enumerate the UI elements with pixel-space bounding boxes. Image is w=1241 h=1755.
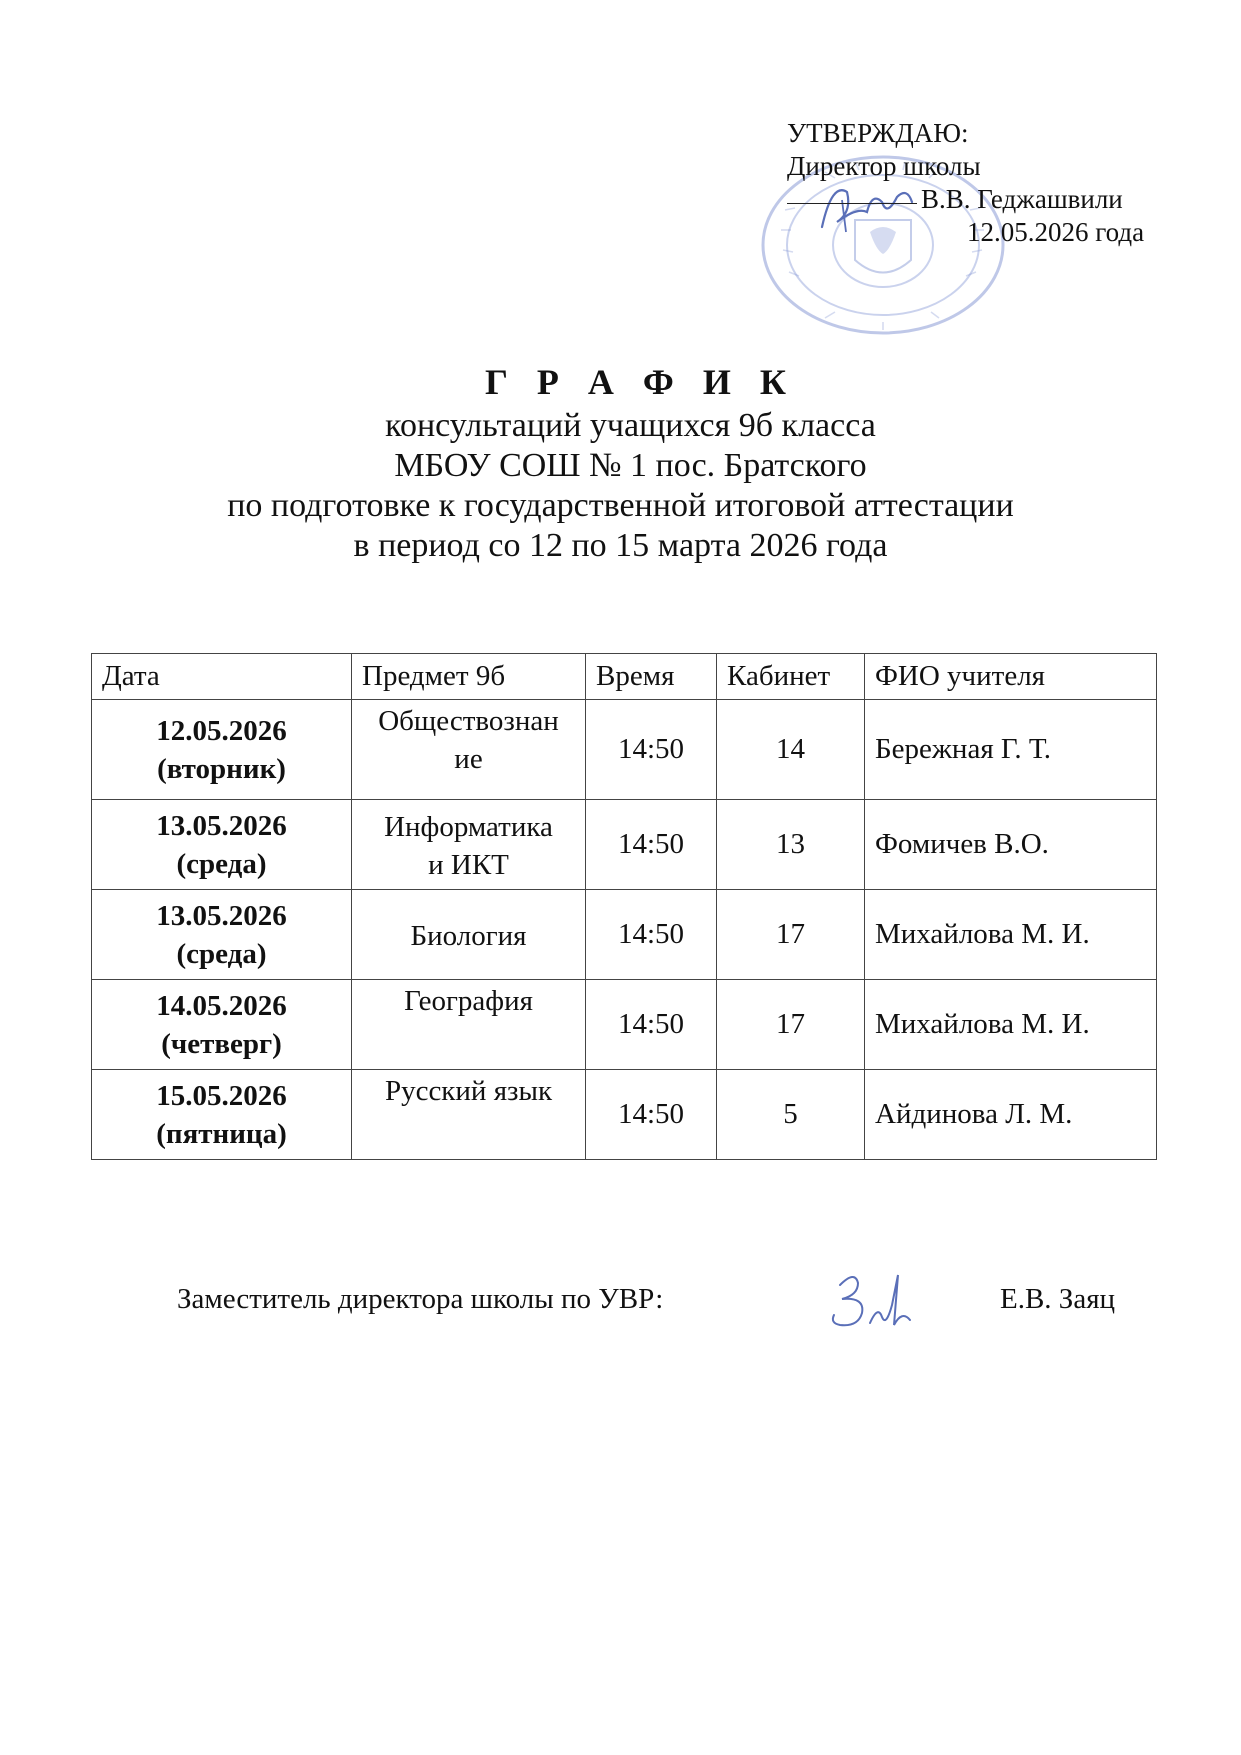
header-date: Дата: [92, 654, 352, 700]
deputy-position: Заместитель директора школы по УВР:: [177, 1283, 664, 1315]
date: 12.05.2026: [156, 714, 287, 747]
weekday: (среда): [176, 937, 267, 970]
table-row: [92, 1070, 1157, 1160]
subject-cont: ие: [454, 743, 483, 775]
header-subject: Предмет 9б: [352, 654, 586, 700]
teacher-cell: Михайлова М. И.: [865, 980, 1157, 1070]
date: 14.05.2026: [156, 989, 287, 1022]
date: 15.05.2026: [156, 1079, 287, 1112]
date-cell: [92, 800, 352, 890]
subject: Биология: [410, 919, 527, 952]
header-room: Кабинет: [717, 654, 865, 700]
date-cell: [92, 890, 352, 980]
table-header-row: [92, 654, 1157, 700]
subject: География: [404, 985, 533, 1017]
approval-date: 12.05.2026 года: [967, 217, 1145, 247]
heading-line-1: консультаций учащихся 9б класса: [385, 407, 876, 444]
date: 13.05.2026: [156, 809, 287, 842]
document-title: Г Р А Ф И К: [485, 362, 796, 402]
approval-block: [787, 117, 1167, 249]
signature-line: [787, 203, 917, 204]
time-cell: 14:50: [586, 700, 717, 800]
subject: Информатика: [384, 810, 553, 843]
room-cell: 13: [717, 800, 865, 890]
subject-cell: [352, 980, 586, 1070]
room-cell: 14: [717, 700, 865, 800]
subject: Обществознан: [378, 705, 559, 737]
approval-signature-row: [787, 183, 1167, 216]
approval-name: В.В. Геджашвили: [921, 184, 1123, 214]
date-cell: [92, 700, 352, 800]
date-cell: [92, 980, 352, 1070]
approval-title: УТВЕРЖДАЮ:: [787, 118, 969, 148]
subject: Русский язык: [384, 1075, 553, 1107]
teacher-cell: Бережная Г. Т.: [865, 700, 1157, 800]
table-row: [92, 890, 1157, 980]
room-cell: 17: [717, 890, 865, 980]
approval-position: Директор школы: [787, 151, 981, 181]
heading-line-2: МБОУ СОШ № 1 пос. Братского: [394, 447, 867, 484]
weekday: (четверг): [161, 1027, 282, 1060]
weekday: (пятница): [156, 1117, 287, 1150]
weekday: (среда): [176, 847, 267, 880]
header-teacher: ФИО учителя: [865, 654, 1157, 700]
subject-cell: [352, 1070, 586, 1160]
table-row: [92, 700, 1157, 800]
header-time: Время: [586, 654, 717, 700]
heading-line-3: по подготовке к государственной итоговой аттестации: [227, 487, 1014, 524]
teacher-cell: Айдинова Л. М.: [865, 1070, 1157, 1160]
time-cell: 14:50: [586, 800, 717, 890]
room-cell: 5: [717, 1070, 865, 1160]
table-row: [92, 800, 1157, 890]
weekday: (вторник): [157, 752, 286, 785]
subject-cell: [352, 700, 586, 800]
time-cell: 14:50: [586, 980, 717, 1070]
subject-cont: и ИКТ: [428, 848, 509, 881]
deputy-signature: [820, 1265, 915, 1340]
table-row: [92, 980, 1157, 1070]
subject-cell: [352, 800, 586, 890]
schedule-table: [91, 653, 1157, 1160]
time-cell: 14:50: [586, 890, 717, 980]
date-cell: [92, 1070, 352, 1160]
teacher-cell: Фомичев В.О.: [865, 800, 1157, 890]
heading-line-4: в период со 12 по 15 марта 2026 года: [353, 527, 888, 564]
document-heading: [0, 358, 1241, 566]
time-cell: 14:50: [586, 1070, 717, 1160]
room-cell: 17: [717, 980, 865, 1070]
deputy-name: Е.В. Заяц: [1000, 1283, 1116, 1315]
date: 13.05.2026: [156, 899, 287, 932]
subject-cell: [352, 890, 586, 980]
teacher-cell: Михайлова М. И.: [865, 890, 1157, 980]
